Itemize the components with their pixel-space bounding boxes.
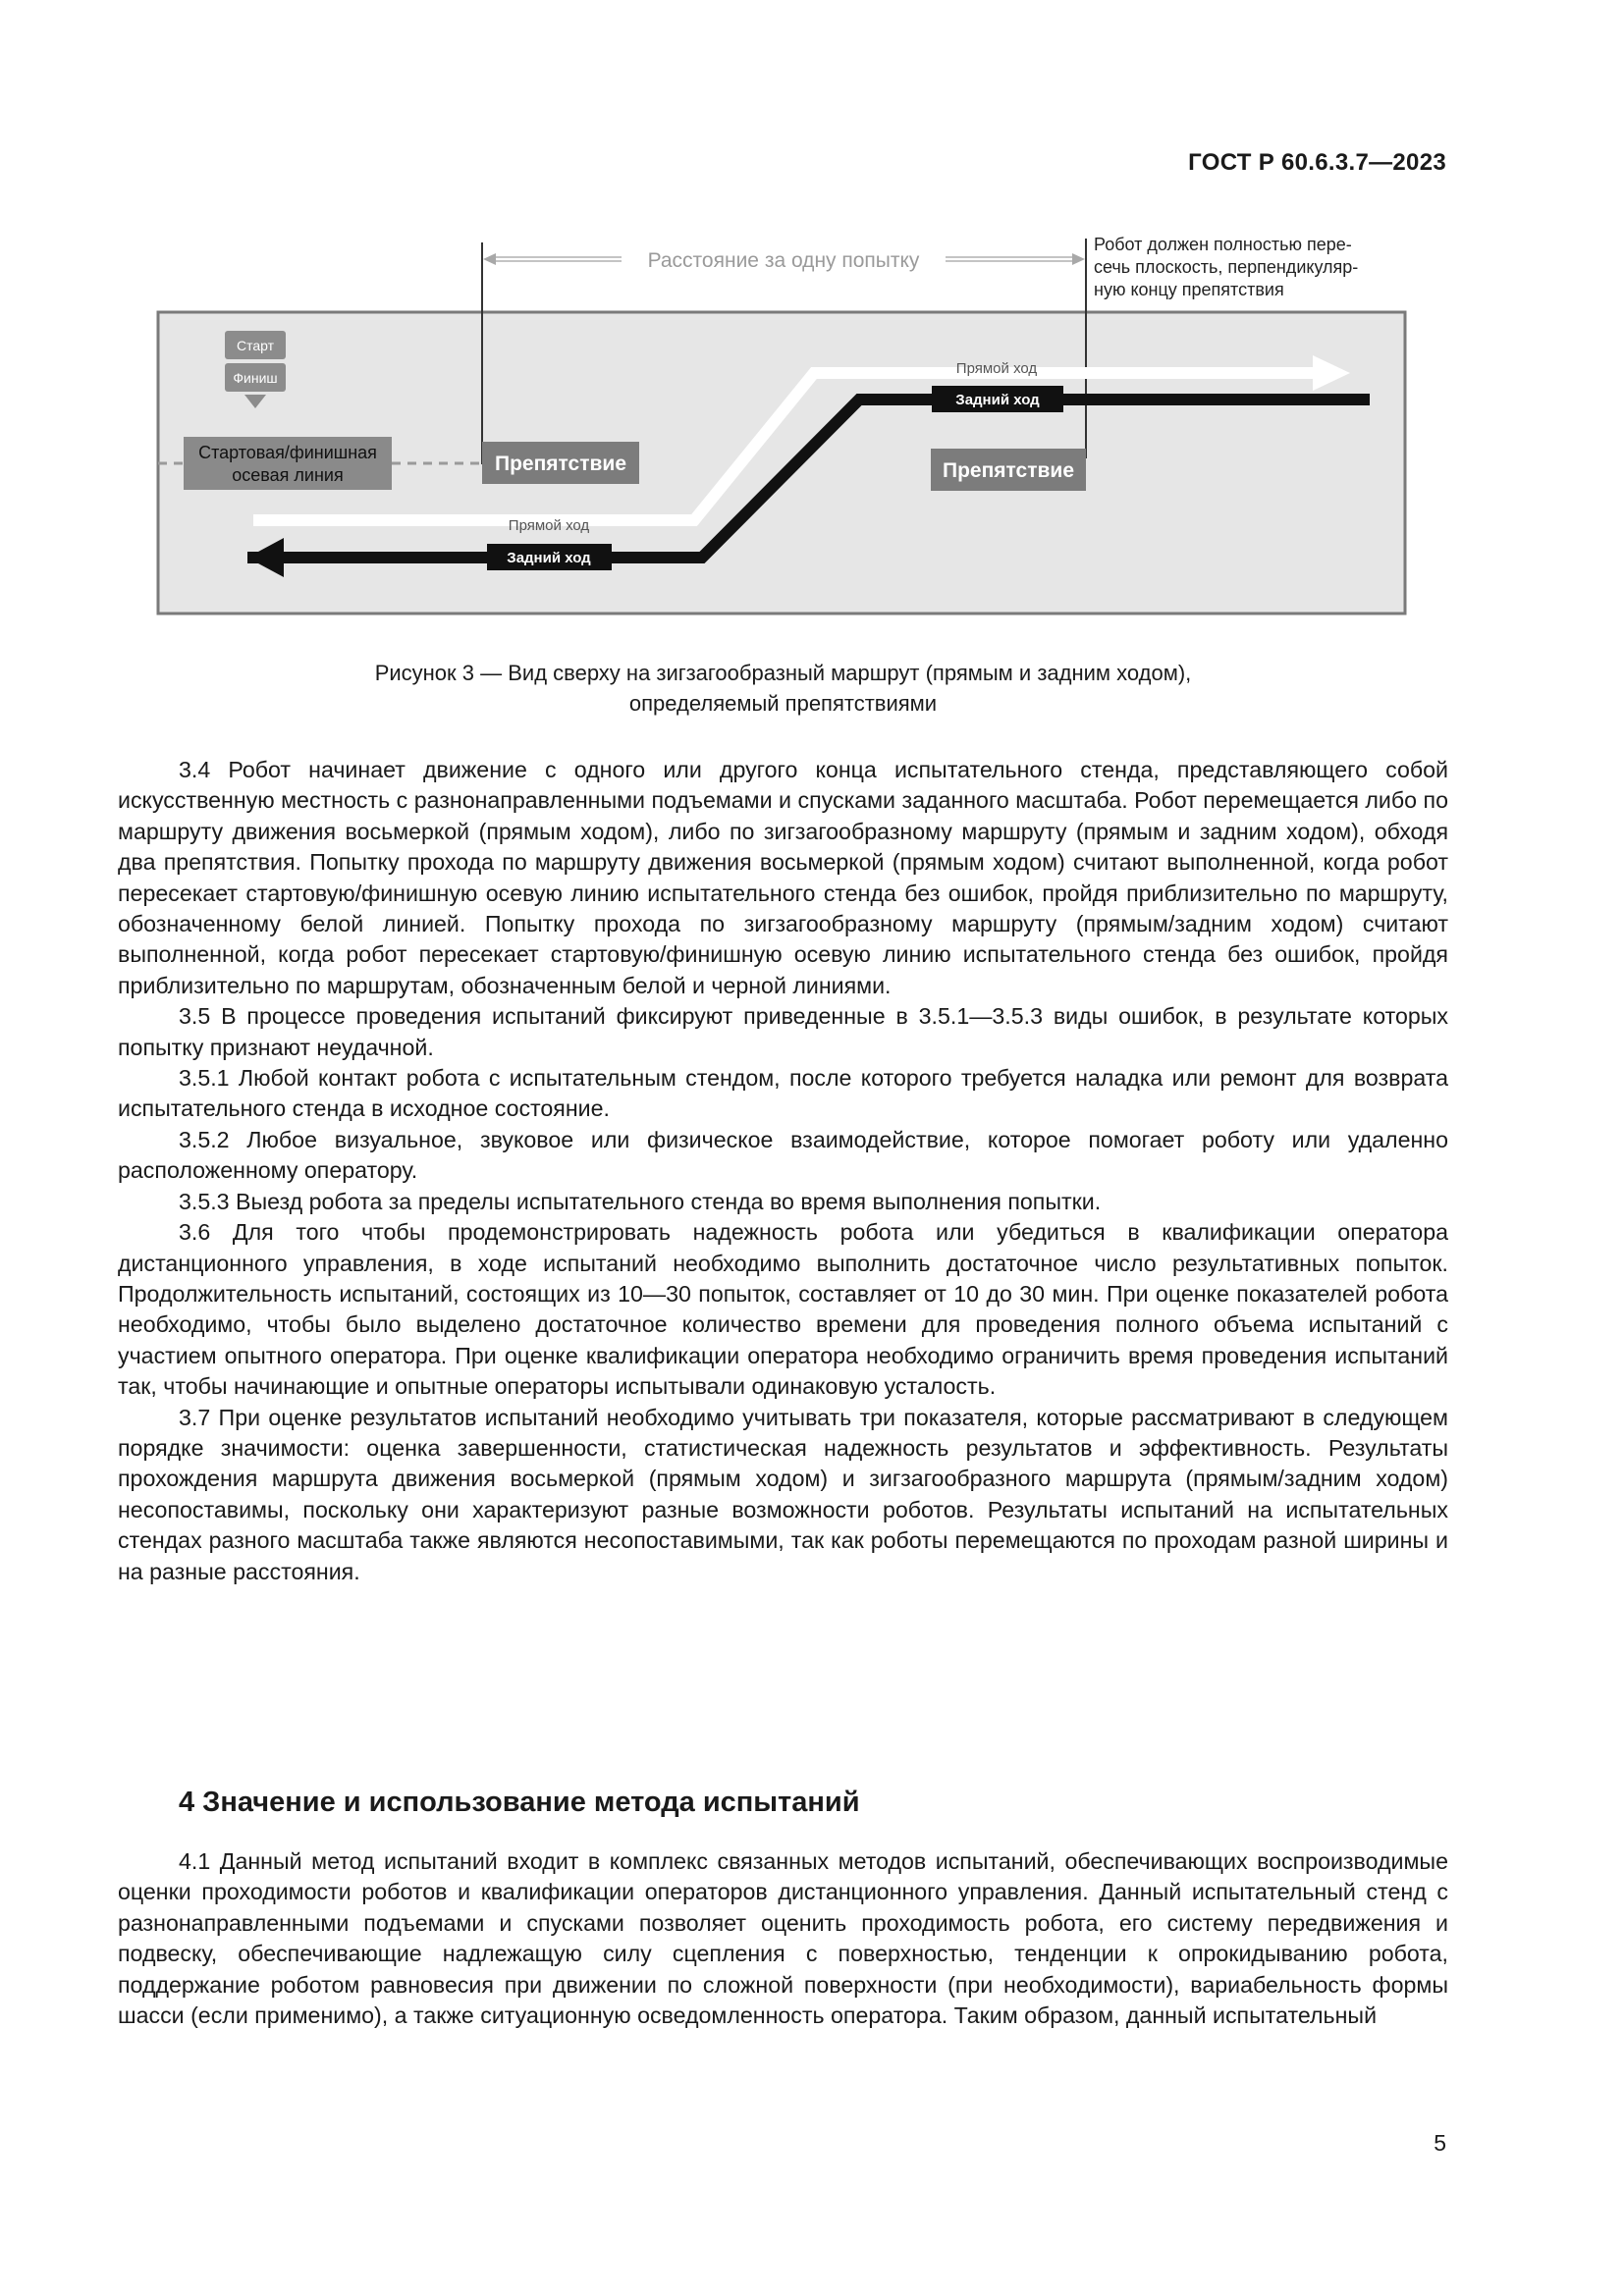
distance-label: Расстояние за одну попытку: [647, 249, 920, 272]
paragraph-3-4: 3.4 Робот начинает движение с одного или другого конца испытательного стенда, представляющего собой искусственную местность с разнонаправленными подъемами и спусками заданного масштаба. Робот перемещается либо по маршруту движения восьмеркой (прямым ходом), либо по зигзагообразному маршруту (прямым и задним ходом), обходя два препятствия. Попытку прохода по маршруту движения восьмеркой (прямым ходом) считают выполненной, когда робот пересекает стартовую/финишную осевую линию испытательного стенда без ошибок, пройдя приблизительно по маршруту, обозначенному белой линией. Попытку прохода по зигзагообразному маршруту (прямым/задним ходом) считают выполненной, когда робот пересекает стартовую/финишную осевую линию испытательного стенда без ошибок, пройдя приблизительно по маршрутам, обозначенным белой и черной линиями.: [118, 757, 1448, 998]
note-line-1: Робот должен полностью пере-: [1094, 235, 1352, 254]
distance-arrow-left-head: [483, 253, 496, 265]
paragraph-3-6: 3.6 Для того чтобы продемонстрировать надежность робота или убедиться в квалификации оператора дистанционного управления, в ходе испытаний необходимо выполнить достаточное число результативных попыток. Продолжительность испытаний, состоящих из 10—30 попыток, составляет от 10 до 30 мин. При оценке показателей робота необходимо, чтобы было выделено достаточное количество времени для проведения полного объема испытаний с участием опытного оператора. При оценке квалификации оператора необходимо ограничить время проведения испытаний так, чтобы начинающие и опытные операторы испытывали одинаковую усталость.: [118, 1219, 1448, 1400]
paragraph-4-1: 4.1 Данный метод испытаний входит в комплекс связанных методов испытаний, обеспечивающих воспроизводимые оценки проходимости роботов и квалификации операторов дистанционного управления. Данный испытательный стенд с разнонаправленными подъемами и спусками позволяет оценить проходимость робота, его систему передвижения и подвеску, обеспечивающие надлежащую силу сцепления с поверхностью, тенденции к опрокидыванию робота, поддержание роботом равновесия при движении по сложной поверхности (при необходимости), вариабельность формы шасси (если применимо), а также ситуационную осведомленность оператора. Таким образом, данный испытательный: [118, 1848, 1448, 2029]
note-line-3: ную концу препятствия: [1094, 280, 1284, 299]
caption-line-1: Рисунок 3 — Вид сверху на зигзагообразный маршрут (прямым и задним ходом),: [374, 661, 1192, 685]
caption-line-2: определяемый препятствиями: [628, 691, 938, 716]
figure-caption: [118, 658, 1448, 719]
paragraph-3-7: 3.7 При оценке результатов испытаний необходимо учитывать три показателя, которые рассматривают в следующем порядке значимости: оценка завершенности, статистическая надежность результатов и эффективность. Результаты прохождения маршрута движения восьмеркой (прямым ходом) и зигзагообразного маршрута (прямым/задним ходом) несопоставимы, поскольку они характеризуют разные возможности роботов. Результаты испытаний на испытательных стендах разного масштаба также являются несопоставимыми, так как роботы перемещаются по проходам разной ширины и на разные расстояния.: [118, 1404, 1448, 1584]
route-diagram: [152, 231, 1414, 623]
section-4-heading: 4 Значение и использование метода испытаний: [179, 1787, 860, 1818]
page-number: 5: [1434, 2130, 1446, 2156]
paragraph-3-5-1: 3.5.1 Любой контакт робота с испытательным стендом, после которого требуется наладка или ремонт для возврата испытательного стенда в исходное состояние.: [118, 1065, 1448, 1122]
distance-arrow-right-head: [1072, 253, 1085, 265]
center-line-label-2: осевая линия: [232, 465, 344, 485]
note-line-2: сечь плоскость, перпендикуляр-: [1094, 257, 1359, 277]
section-3-text: [118, 755, 1448, 1587]
start-label: Старт: [236, 338, 275, 353]
reverse-label-upper: Задний ход: [955, 392, 1040, 408]
center-line-label-1: Стартовая/финишная: [198, 443, 377, 462]
paragraph-3-5-3: 3.5.3 Выезд робота за пределы испытательного стенда во время выполнения попытки.: [179, 1188, 1102, 1214]
obstacle-2-label: Препятствие: [942, 459, 1075, 482]
reverse-label-lower: Задний ход: [507, 550, 591, 566]
forward-label-lower: Прямой ход: [508, 517, 590, 534]
paragraph-3-5-2: 3.5.2 Любое визуальное, звуковое или физическое взаимодействие, которое помогает роботу или удаленно расположенному оператору.: [118, 1126, 1448, 1184]
finish-label: Финиш: [233, 370, 278, 386]
forward-label-upper: Прямой ход: [955, 360, 1038, 377]
document-designation: ГОСТ Р 60.6.3.7—2023: [1188, 149, 1446, 176]
paragraph-3-5: 3.5 В процессе проведения испытаний фиксируют приведенные в 3.5.1—3.5.3 виды ошибок, в результате которых попытку признают неудачной.: [118, 1003, 1448, 1060]
obstacle-1-label: Препятствие: [494, 453, 627, 475]
figure-zigzag-route: [152, 231, 1414, 623]
section-4-text: [118, 1846, 1448, 2031]
